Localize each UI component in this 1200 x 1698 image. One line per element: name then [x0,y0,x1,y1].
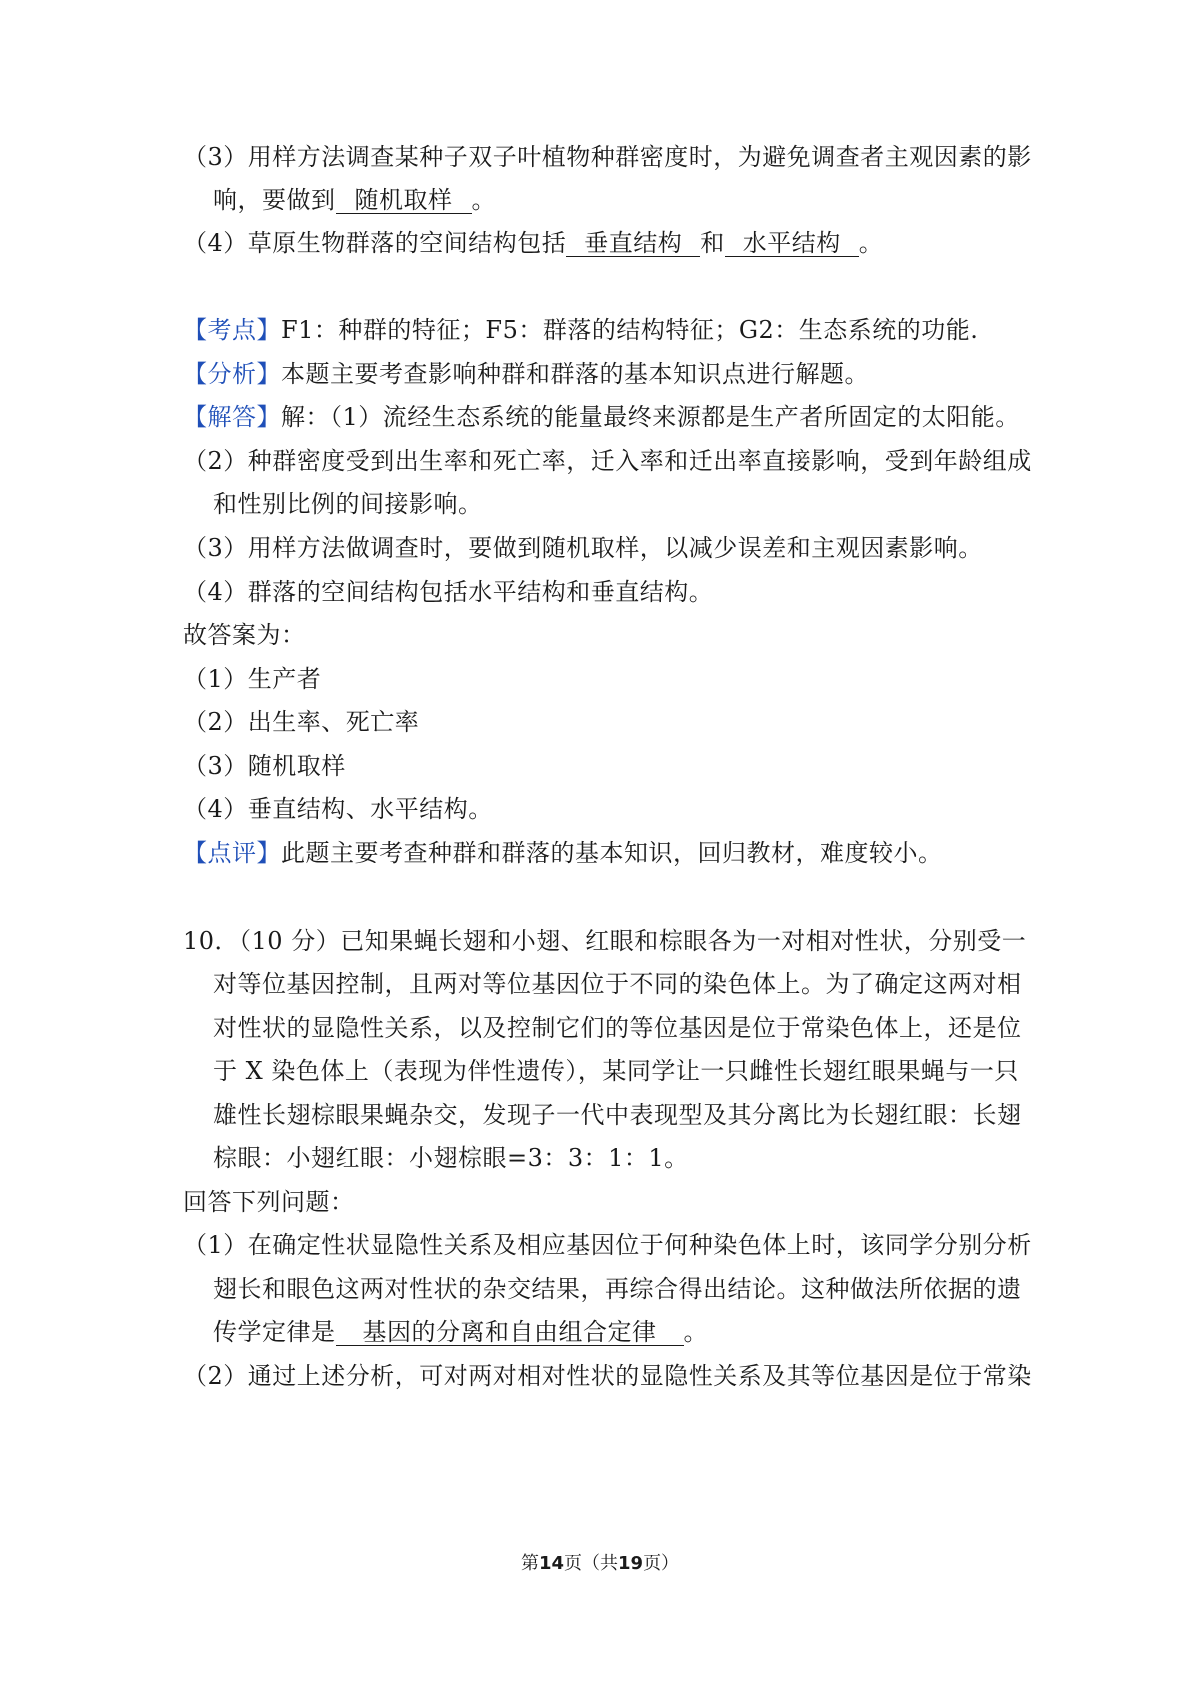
answer-2: （2）出生率、死亡率 [183,708,420,736]
q10-stem-line2: 对等位基因控制，且两对等位基因位于不同的染色体上。为了确定这两对相 [213,970,1022,998]
page-footer [0,1552,1200,1576]
q9-part3-suffix: 。 [471,186,496,214]
q9-part3-prefix: 响，要做到 [213,186,336,214]
solution-2-line1: （2）种群密度受到出生率和死亡率，迁入率和迁出率直接影响，受到年龄组成 [183,447,1032,475]
q10-stem-line1: 10．（10 分）已知果蝇长翅和小翅、红眼和棕眼各为一对相对性状，分别受一 [183,927,1027,955]
footer-suffix: 页） [643,1553,680,1574]
q9-part3-line2 [213,184,496,216]
answer-4: （4）垂直结构、水平结构。 [183,795,493,823]
kaodian-tag: 【考点】 [183,316,281,344]
jieda-tag: 【解答】 [183,403,281,431]
jieda-line [183,401,1020,433]
footer-middle: 页（共 [564,1553,618,1574]
q10-part1-line1: （1）在确定性状显隐性关系及相应基因位于何种染色体上时，该同学分别分析 [183,1231,1032,1259]
dianping-tag: 【点评】 [183,839,281,867]
fenxi-text: 本题主要考查影响种群和群落的基本知识点进行解题。 [281,360,869,388]
footer-total-pages: 19 [618,1553,644,1574]
kaodian-text: F1：种群的特征；F5：群落的结构特征；G2：生态系统的功能. [281,316,979,344]
q9-part4-line [183,227,883,259]
answer-1: （1）生产者 [183,665,322,693]
solution-3: （3）用样方法做调查时，要做到随机取样，以减少误差和主观因素影响。 [183,534,983,562]
dianping-line [183,837,943,869]
q10-part1-prefix: 传学定律是 [213,1318,336,1346]
q10-stem-line6: 棕眼：小翅红眼：小翅棕眼=3：3：1：1。 [213,1144,689,1172]
q10-part2-line1: （2）通过上述分析，可对两对相对性状的显隐性关系及其等位基因是位于常染 [183,1362,1032,1390]
answer-blank: 垂直结构 [566,230,700,257]
kaodian-line [183,314,978,346]
q10-stem-line5: 雄性长翅棕眼果蝇杂交，发现子一代中表现型及其分离比为长翅红眼：长翅 [213,1101,1022,1129]
jieda-text: 解：（1）流经生态系统的能量最终来源都是生产者所固定的太阳能。 [281,403,1020,431]
q9-part4-mid: 和 [700,229,725,257]
answer-blank: 随机取样 [336,187,472,214]
q10-stem-line3: 对性状的显隐性关系，以及控制它们的等位基因是位于常染色体上，还是位 [213,1014,1022,1042]
q10-part1-suffix: 。 [683,1318,708,1346]
answer-3: （3）随机取样 [183,752,346,780]
dianping-text: 此题主要考查种群和群落的基本知识，回归教材，难度较小。 [281,839,943,867]
solution-2-line2: 和性别比例的间接影响。 [213,490,483,518]
q10-stem-line4: 于 X 染色体上（表现为伴性遗传），某同学让一只雌性长翅红眼果蝇与一只 [213,1057,1019,1085]
q10-part1-line3 [213,1316,708,1348]
fenxi-line [183,358,869,390]
q9-part4-prefix: （4）草原生物群落的空间结构包括 [183,229,567,257]
answer-blank: 水平结构 [725,230,859,257]
q10-prompt: 回答下列问题： [183,1188,355,1216]
answer-intro: 故答案为： [183,621,306,649]
fenxi-tag: 【分析】 [183,360,281,388]
footer-prefix: 第 [520,1553,539,1574]
footer-page-number: 14 [538,1553,564,1574]
q9-part4-suffix: 。 [858,229,884,257]
q10-part1-line2: 翅长和眼色这两对性状的杂交结果，再综合得出结论。这种做法所依据的遗 [213,1275,1022,1303]
q9-part3-line1: （3）用样方法调查某种子双子叶植物种群密度时，为避免调查者主观因素的影 [183,143,1032,171]
solution-4: （4）群落的空间结构包括水平结构和垂直结构。 [183,578,714,606]
answer-blank: 基因的分离和自由组合定律 [336,1319,684,1346]
